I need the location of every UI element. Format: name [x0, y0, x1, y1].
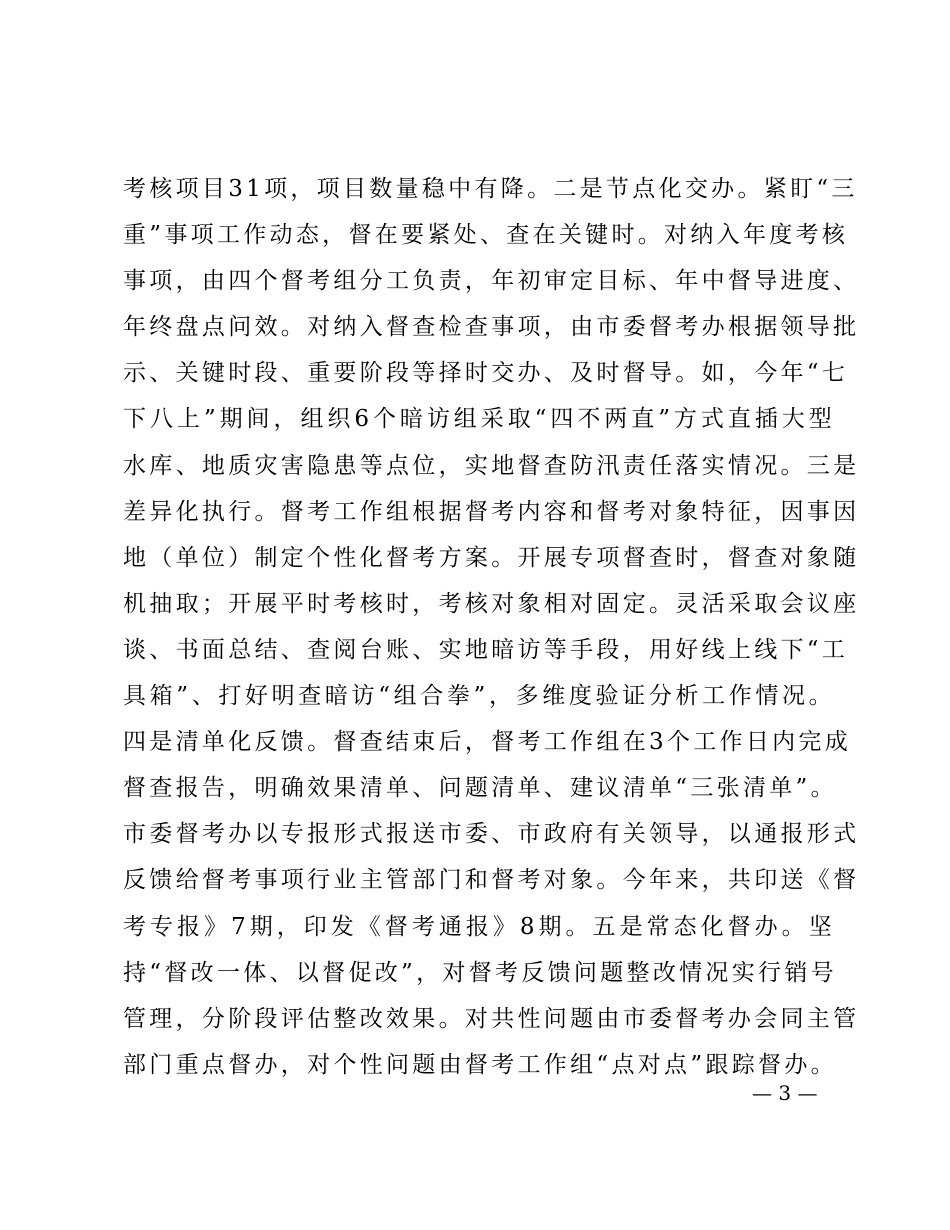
- text-line: 持“督改一体、以督促改”，对督考反馈问题整改情况实行销号: [123, 959, 837, 986]
- text-line: 重”事项工作动态，督在要紧处、查在关键时。对纳入年度考核: [123, 222, 849, 249]
- text-line: 部门重点督办，对个性问题由督考工作组“点对点”跟踪督办。: [123, 1051, 837, 1078]
- text-line: 地（单位）制定个性化督考方案。开展专项督查时，督查对象随: [123, 544, 860, 571]
- text-line: 具箱”、打好明查暗访“组合拳”，多维度验证分析工作情况。: [123, 683, 835, 710]
- text-line: 下八上”期间，组织6个暗访组采取“四不两直”方式直插大型: [123, 406, 835, 433]
- text-line: 年终盘点问效。对纳入督查检查事项，由市委督考办根据领导批: [123, 314, 860, 341]
- text-line: 反馈给督考事项行业主管部门和督考对象。今年来，共印送《督: [123, 867, 860, 894]
- text-line: 督查报告，明确效果清单、问题清单、建议清单“三张清单”。: [123, 775, 837, 802]
- text-line: 市委督考办以专报形式报送市委、市政府有关领导，以通报形式: [123, 821, 860, 848]
- text-line: 谈、书面总结、查阅台账、实地暗访等手段，用好线上线下“工: [123, 636, 849, 663]
- text-line: 差异化执行。督考工作组根据督考内容和督考对象特征，因事因: [123, 498, 860, 525]
- text-line: 四是清单化反馈。督查结束后，督考工作组在3个工作日内完成: [123, 729, 852, 756]
- text-line: 示、关键时段、重要阶段等择时交办、及时督导。如，今年“七: [123, 360, 849, 387]
- text-line: 考专报》7期，印发《督考通报》8期。五是常态化督办。坚: [123, 913, 835, 940]
- text-line: 管理，分阶段评估整改效果。对共性问题由市委督考办会同主管: [123, 1005, 860, 1032]
- body-paragraph: [123, 166, 860, 1088]
- text-line: 考核项目31项，项目数量稳中有降。二是节点化交办。紧盯“三: [123, 176, 858, 202]
- text-line: 事项，由四个督考组分工负责，年初审定目标、年中督导进度、: [123, 268, 860, 295]
- text-line: 水库、地质灾害隐患等点位，实地督查防汛责任落实情况。三是: [123, 452, 860, 479]
- text-line: 机抽取；开展平时考核时，考核对象相对固定。灵活采取会议座: [123, 590, 860, 617]
- page-number: — 3 —: [752, 1081, 818, 1105]
